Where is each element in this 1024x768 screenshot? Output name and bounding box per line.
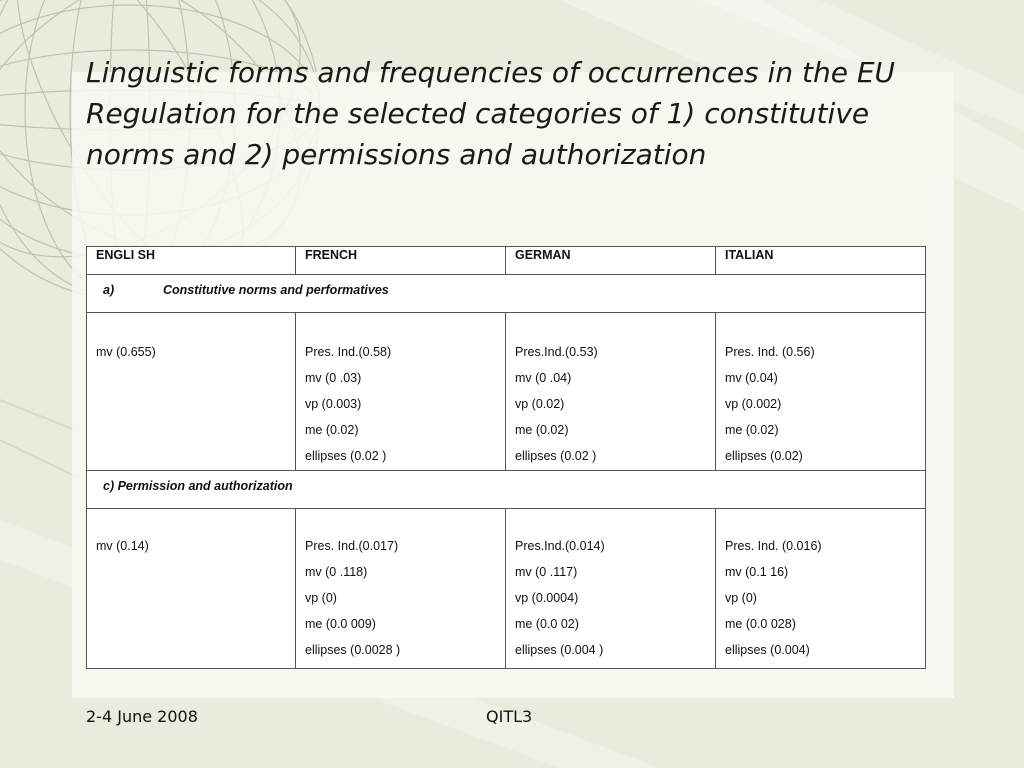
cell-value: mv (0 .117) — [515, 565, 578, 579]
cell-value: vp (0.002) — [725, 397, 782, 411]
table-row — [87, 509, 926, 669]
cell-value: mv (0.1 16) — [725, 565, 789, 579]
section-row-a — [87, 275, 926, 313]
cell-german-c — [506, 509, 716, 669]
header-english: ENGLI SH — [87, 247, 296, 275]
cell-french-a — [296, 313, 506, 471]
cell-english-c — [87, 509, 296, 669]
cell-french-c — [296, 509, 506, 669]
cell-italian-c — [716, 509, 926, 669]
cell-value: ellipses (0.0028 ) — [305, 643, 401, 657]
cell-english-a — [87, 313, 296, 471]
cell-value: ellipses (0.02 ) — [515, 449, 597, 463]
cell-italian-a — [716, 313, 926, 471]
cell-value: mv (0.655) — [96, 345, 156, 359]
cell-value: me (0.0 02) — [515, 617, 579, 631]
cell-value: ellipses (0.02 ) — [305, 449, 387, 463]
header-french: FRENCH — [296, 247, 506, 275]
header-german: GERMAN — [506, 247, 716, 275]
cell-value: mv (0.04) — [725, 371, 778, 385]
section-c-cell — [87, 471, 926, 509]
cell-value: vp (0.02) — [515, 397, 565, 411]
header-italian: ITALIAN — [716, 247, 926, 275]
cell-value: ellipses (0.02) — [725, 449, 803, 463]
cell-value: Pres.Ind.(0.53) — [515, 345, 598, 359]
cell-value: Pres. Ind. (0.56) — [725, 345, 815, 359]
cell-value: me (0.0 009) — [305, 617, 376, 631]
cell-value: mv (0 .118) — [305, 565, 368, 579]
table-header-row — [87, 247, 926, 275]
cell-value: mv (0.14) — [96, 539, 149, 553]
section-row-c — [87, 471, 926, 509]
cell-value: vp (0.003) — [305, 397, 362, 411]
cell-value: ellipses (0.004 ) — [515, 643, 604, 657]
cell-value: vp (0.0004) — [515, 591, 579, 605]
cell-value: Pres. Ind.(0.58) — [305, 345, 392, 359]
cell-value: mv (0 .03) — [305, 371, 362, 385]
cell-value: me (0.02) — [725, 423, 779, 437]
section-a-label: Constitutive norms and performatives — [163, 283, 389, 297]
section-a-cell — [87, 275, 926, 313]
cell-value: Pres. Ind. (0.016) — [725, 539, 822, 553]
cell-value: ellipses (0.004) — [725, 643, 810, 657]
cell-value: me (0.02) — [515, 423, 569, 437]
cell-value: me (0.0 028) — [725, 617, 796, 631]
table-row — [87, 313, 926, 471]
section-a-letter: a) — [103, 283, 115, 297]
cell-value: Pres. Ind.(0.017) — [305, 539, 399, 553]
cell-value: vp (0) — [725, 591, 757, 605]
cell-value: Pres.Ind.(0.014) — [515, 539, 605, 553]
cell-value: mv (0 .04) — [515, 371, 572, 385]
frequency-table — [86, 246, 926, 669]
section-c-label: c) Permission and authorization — [103, 479, 293, 493]
footer-date: 2-4 June 2008 — [86, 707, 198, 726]
footer-conference: QITL3 — [486, 707, 533, 726]
cell-value: vp (0) — [305, 591, 337, 605]
cell-value: me (0.02) — [305, 423, 359, 437]
cell-german-a — [506, 313, 716, 471]
slide-title: Linguistic forms and frequencies of occurrences in the EU Regulation for the selected categories of 1) constitutive norms and 2) permissions and authorization — [86, 56, 896, 171]
